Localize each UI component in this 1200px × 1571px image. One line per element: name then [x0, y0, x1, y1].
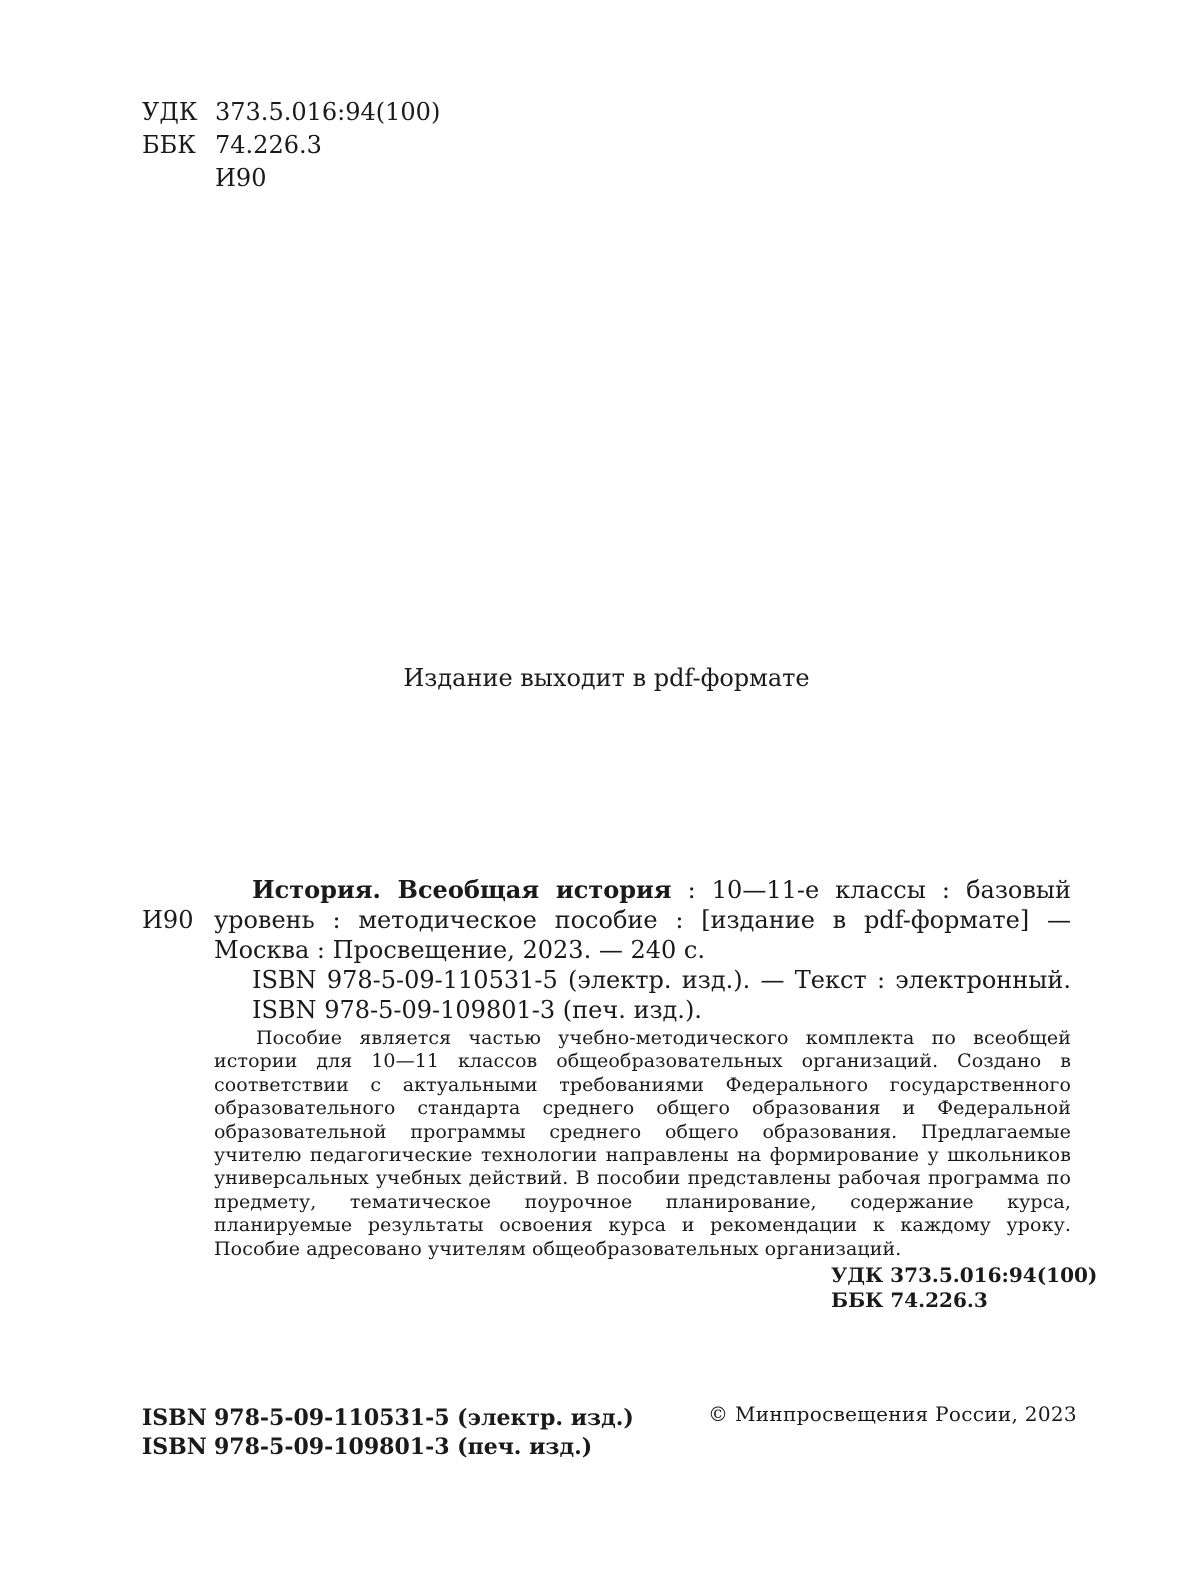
annotation: Пособие является частью учебно-методического комплекта по всеобщей истории для 10—11 классов общеобразовательных организаций. Создано в соответствии с актуальными требованиями Федерального государственного образовательного стандарта среднего общего образования и Федеральной образовательной программы среднего общего образования. Предлагаемые учителю педагогические технологии направлены на формирование у школьников универсальных учебных действий. В пособии представлены рабочая программа по предмету, тематическое поурочное планирование, содержание курса, планируемые результаты освоения курса и рекомендации к каждому уроку. Пособие адресовано учителям общеобразовательных организаций. [214, 1027, 1071, 1260]
book-title: История. Всеобщая история [252, 875, 672, 904]
annotation-udk: УДК 373.5.016:94(100) [831, 1263, 1098, 1288]
classification-codes [142, 96, 440, 195]
footer-isbn-electronic [142, 1404, 634, 1433]
udk-value: 373.5.016:94(100) [215, 98, 441, 126]
footer-isbn-value: 978-5-09-109801-3 (печ. изд.) [214, 1434, 593, 1460]
bbk-label: ББК [142, 131, 196, 159]
annotation-codes [831, 1263, 1098, 1313]
author-mark-spacer [142, 162, 215, 195]
udk-label: УДК [142, 98, 198, 126]
bbk-value: 74.226.3 [215, 131, 322, 159]
isbn-print: ISBN 978-5-09-109801-3 (печ. изд.). [252, 996, 702, 1024]
footer-isbn-label: ISBN [142, 1434, 207, 1460]
footer-isbn [142, 1404, 634, 1462]
footer-isbn-value: 978-5-09-110531-5 (электр. изд.) [214, 1405, 634, 1431]
annotation-bbk: ББК 74.226.3 [831, 1288, 988, 1313]
bibliographic-details: : 10—11-е классы : базовый уровень : методическое пособие : [издание в pdf-формате] — Москва : Просвещение, 2023. — 240 с. [214, 876, 1071, 964]
udk-row [142, 96, 440, 129]
pdf-edition-notice: Издание выходит в pdf-формате [403, 664, 810, 692]
catalog-author-mark: И90 [142, 906, 194, 934]
bibliographic-description [214, 875, 1071, 965]
footer-isbn-print [142, 1433, 634, 1462]
copyright: © Минпросвещения России, 2023 [708, 1402, 1077, 1426]
footer-isbn-label: ISBN [142, 1405, 207, 1431]
catalog-card [214, 875, 1098, 1313]
author-mark-row [142, 162, 440, 195]
author-mark-value: И90 [215, 164, 267, 192]
isbn-electronic: ISBN 978-5-09-110531-5 (электр. изд.). — Текст : электронный. [252, 966, 1071, 994]
bbk-row [142, 129, 440, 162]
